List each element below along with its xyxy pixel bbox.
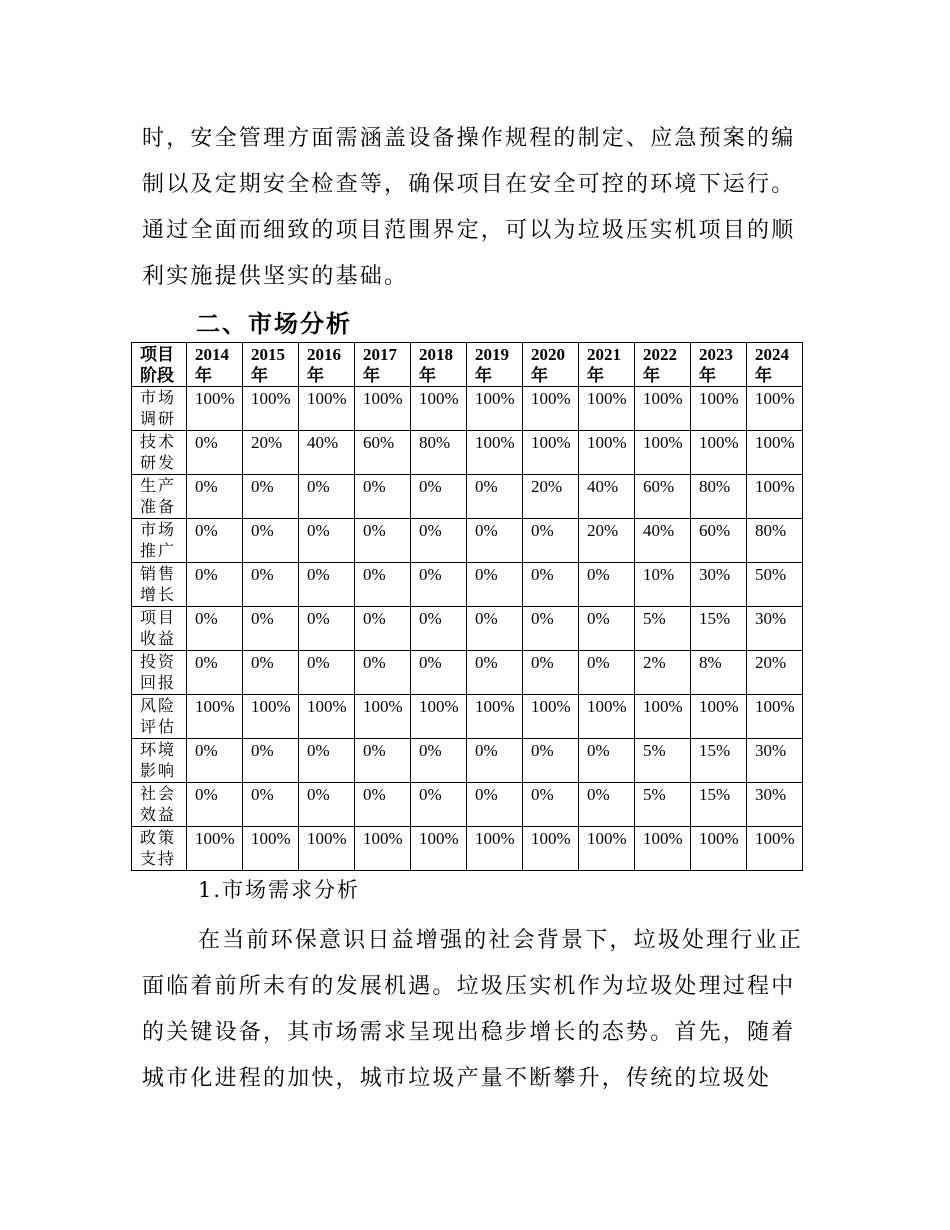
stage-cell: 市场调研 — [132, 387, 187, 431]
value-cell: 0% — [299, 783, 355, 827]
value-cell: 100% — [467, 431, 523, 475]
value-cell: 20% — [747, 651, 803, 695]
value-cell: 10% — [635, 563, 691, 607]
value-cell: 100% — [579, 431, 635, 475]
value-cell: 40% — [579, 475, 635, 519]
value-cell: 100% — [299, 695, 355, 739]
value-cell: 0% — [411, 651, 467, 695]
value-cell: 0% — [355, 563, 411, 607]
stage-cell: 投资回报 — [132, 651, 187, 695]
value-cell: 0% — [355, 651, 411, 695]
value-cell: 0% — [467, 607, 523, 651]
value-cell: 0% — [411, 475, 467, 519]
table-row — [132, 431, 803, 475]
year-header: 2014年 — [187, 343, 243, 387]
value-cell: 20% — [579, 519, 635, 563]
value-cell: 0% — [467, 783, 523, 827]
value-cell: 100% — [747, 387, 803, 431]
value-cell: 40% — [299, 431, 355, 475]
value-cell: 0% — [187, 651, 243, 695]
value-cell: 60% — [635, 475, 691, 519]
subsection-heading: 1.市场需求分析 — [198, 878, 361, 902]
table-corner-header: 项目阶段 — [132, 343, 187, 387]
year-header: 2016年 — [299, 343, 355, 387]
value-cell: 0% — [243, 783, 299, 827]
value-cell: 100% — [635, 387, 691, 431]
stage-cell: 环境影响 — [132, 739, 187, 783]
value-cell: 30% — [691, 563, 747, 607]
value-cell: 15% — [691, 607, 747, 651]
value-cell: 0% — [523, 519, 579, 563]
year-header: 2023年 — [691, 343, 747, 387]
stage-cell: 项目收益 — [132, 607, 187, 651]
value-cell: 100% — [635, 695, 691, 739]
value-cell: 100% — [467, 827, 523, 871]
year-header: 2020年 — [523, 343, 579, 387]
stage-cell: 风险评估 — [132, 695, 187, 739]
stage-cell: 市场推广 — [132, 519, 187, 563]
value-cell: 100% — [243, 387, 299, 431]
intro-paragraph: 时，安全管理方面需涵盖设备操作规程的制定、应急预案的编制以及定期安全检查等，确保项目在安全可控的环境下运行。通过全面而细致的项目范围界定，可以为垃圾压实机项目的顺利实施提供坚实的基础。 — [142, 126, 796, 289]
table-row — [132, 475, 803, 519]
value-cell: 0% — [243, 739, 299, 783]
value-cell: 30% — [747, 739, 803, 783]
stage-cell: 技术研发 — [132, 431, 187, 475]
value-cell: 100% — [243, 827, 299, 871]
value-cell: 0% — [299, 607, 355, 651]
value-cell: 0% — [187, 739, 243, 783]
value-cell: 100% — [747, 431, 803, 475]
value-cell: 100% — [187, 387, 243, 431]
value-cell: 80% — [747, 519, 803, 563]
year-header: 2017年 — [355, 343, 411, 387]
value-cell: 2% — [635, 651, 691, 695]
value-cell: 100% — [523, 695, 579, 739]
year-header: 2018年 — [411, 343, 467, 387]
market-demand-paragraph — [142, 918, 814, 1102]
year-header: 2024年 — [747, 343, 803, 387]
table-row — [132, 651, 803, 695]
value-cell: 100% — [523, 827, 579, 871]
market-analysis-table — [131, 342, 803, 871]
value-cell: 0% — [579, 563, 635, 607]
value-cell: 100% — [747, 475, 803, 519]
value-cell: 0% — [355, 475, 411, 519]
value-cell: 15% — [691, 739, 747, 783]
value-cell: 100% — [579, 827, 635, 871]
value-cell: 100% — [523, 387, 579, 431]
value-cell: 0% — [523, 739, 579, 783]
table-row — [132, 739, 803, 783]
value-cell: 0% — [411, 563, 467, 607]
value-cell: 0% — [299, 519, 355, 563]
value-cell: 20% — [243, 431, 299, 475]
value-cell: 100% — [691, 695, 747, 739]
value-cell: 0% — [299, 563, 355, 607]
value-cell: 0% — [467, 563, 523, 607]
value-cell: 0% — [523, 651, 579, 695]
value-cell: 0% — [299, 651, 355, 695]
stage-cell: 社会效益 — [132, 783, 187, 827]
value-cell: 80% — [691, 475, 747, 519]
stage-cell: 政策支持 — [132, 827, 187, 871]
value-cell: 0% — [523, 563, 579, 607]
value-cell: 100% — [635, 827, 691, 871]
section-heading: 二、市场分析 — [196, 309, 352, 338]
value-cell: 0% — [355, 739, 411, 783]
value-cell: 0% — [579, 651, 635, 695]
value-cell: 100% — [691, 431, 747, 475]
value-cell: 0% — [299, 739, 355, 783]
value-cell: 100% — [411, 387, 467, 431]
value-cell: 30% — [747, 783, 803, 827]
value-cell: 60% — [355, 431, 411, 475]
value-cell: 100% — [243, 695, 299, 739]
value-cell: 0% — [243, 651, 299, 695]
value-cell: 100% — [467, 695, 523, 739]
value-cell: 0% — [243, 607, 299, 651]
value-cell: 100% — [411, 827, 467, 871]
value-cell: 100% — [747, 695, 803, 739]
table-row — [132, 827, 803, 871]
table-row — [132, 387, 803, 431]
year-header: 2015年 — [243, 343, 299, 387]
value-cell: 15% — [691, 783, 747, 827]
stage-cell: 销售增长 — [132, 563, 187, 607]
value-cell: 0% — [187, 431, 243, 475]
value-cell: 100% — [187, 827, 243, 871]
value-cell: 80% — [411, 431, 467, 475]
table-header-row — [132, 343, 803, 387]
value-cell: 100% — [355, 695, 411, 739]
value-cell: 5% — [635, 783, 691, 827]
table-body — [132, 387, 803, 871]
value-cell: 5% — [635, 607, 691, 651]
value-cell: 5% — [635, 739, 691, 783]
value-cell: 30% — [747, 607, 803, 651]
value-cell: 100% — [299, 387, 355, 431]
value-cell: 0% — [299, 475, 355, 519]
value-cell: 0% — [467, 739, 523, 783]
value-cell: 100% — [691, 827, 747, 871]
year-header: 2021年 — [579, 343, 635, 387]
value-cell: 0% — [523, 607, 579, 651]
year-header: 2019年 — [467, 343, 523, 387]
value-cell: 0% — [467, 475, 523, 519]
value-cell: 0% — [579, 607, 635, 651]
value-cell: 0% — [411, 739, 467, 783]
value-cell: 0% — [187, 519, 243, 563]
value-cell: 0% — [355, 783, 411, 827]
year-header: 2022年 — [635, 343, 691, 387]
value-cell: 0% — [467, 651, 523, 695]
value-cell: 100% — [579, 387, 635, 431]
value-cell: 100% — [299, 827, 355, 871]
value-cell: 0% — [187, 563, 243, 607]
value-cell: 0% — [579, 783, 635, 827]
value-cell: 0% — [187, 783, 243, 827]
value-cell: 60% — [691, 519, 747, 563]
table-row — [132, 783, 803, 827]
value-cell: 100% — [691, 387, 747, 431]
market-demand-text: 在当前环保意识日益增强的社会背景下，垃圾处理行业正面临着前所未有的发展机遇。垃圾压实机作为垃圾处理过程中的关键设备，其市场需求呈现出稳步增长的态势。首先，随着城市化进程的加快，城市垃圾产量不断攀升，传统的垃圾处 — [142, 928, 804, 1091]
table-row — [132, 695, 803, 739]
value-cell: 8% — [691, 651, 747, 695]
value-cell: 0% — [579, 739, 635, 783]
value-cell: 100% — [579, 695, 635, 739]
value-cell: 0% — [355, 607, 411, 651]
value-cell: 0% — [355, 519, 411, 563]
value-cell: 0% — [523, 783, 579, 827]
value-cell: 100% — [355, 827, 411, 871]
value-cell: 0% — [467, 519, 523, 563]
table-row — [132, 563, 803, 607]
value-cell: 100% — [467, 387, 523, 431]
table-row — [132, 607, 803, 651]
value-cell: 0% — [187, 475, 243, 519]
value-cell: 0% — [411, 783, 467, 827]
value-cell: 40% — [635, 519, 691, 563]
value-cell: 0% — [243, 519, 299, 563]
value-cell: 100% — [355, 387, 411, 431]
value-cell: 100% — [747, 827, 803, 871]
value-cell: 0% — [243, 563, 299, 607]
stage-cell: 生产准备 — [132, 475, 187, 519]
value-cell: 100% — [523, 431, 579, 475]
table-row — [132, 519, 803, 563]
value-cell: 0% — [411, 607, 467, 651]
value-cell: 100% — [411, 695, 467, 739]
value-cell: 50% — [747, 563, 803, 607]
value-cell: 100% — [635, 431, 691, 475]
value-cell: 0% — [187, 607, 243, 651]
value-cell: 0% — [411, 519, 467, 563]
value-cell: 20% — [523, 475, 579, 519]
value-cell: 100% — [187, 695, 243, 739]
value-cell: 0% — [243, 475, 299, 519]
